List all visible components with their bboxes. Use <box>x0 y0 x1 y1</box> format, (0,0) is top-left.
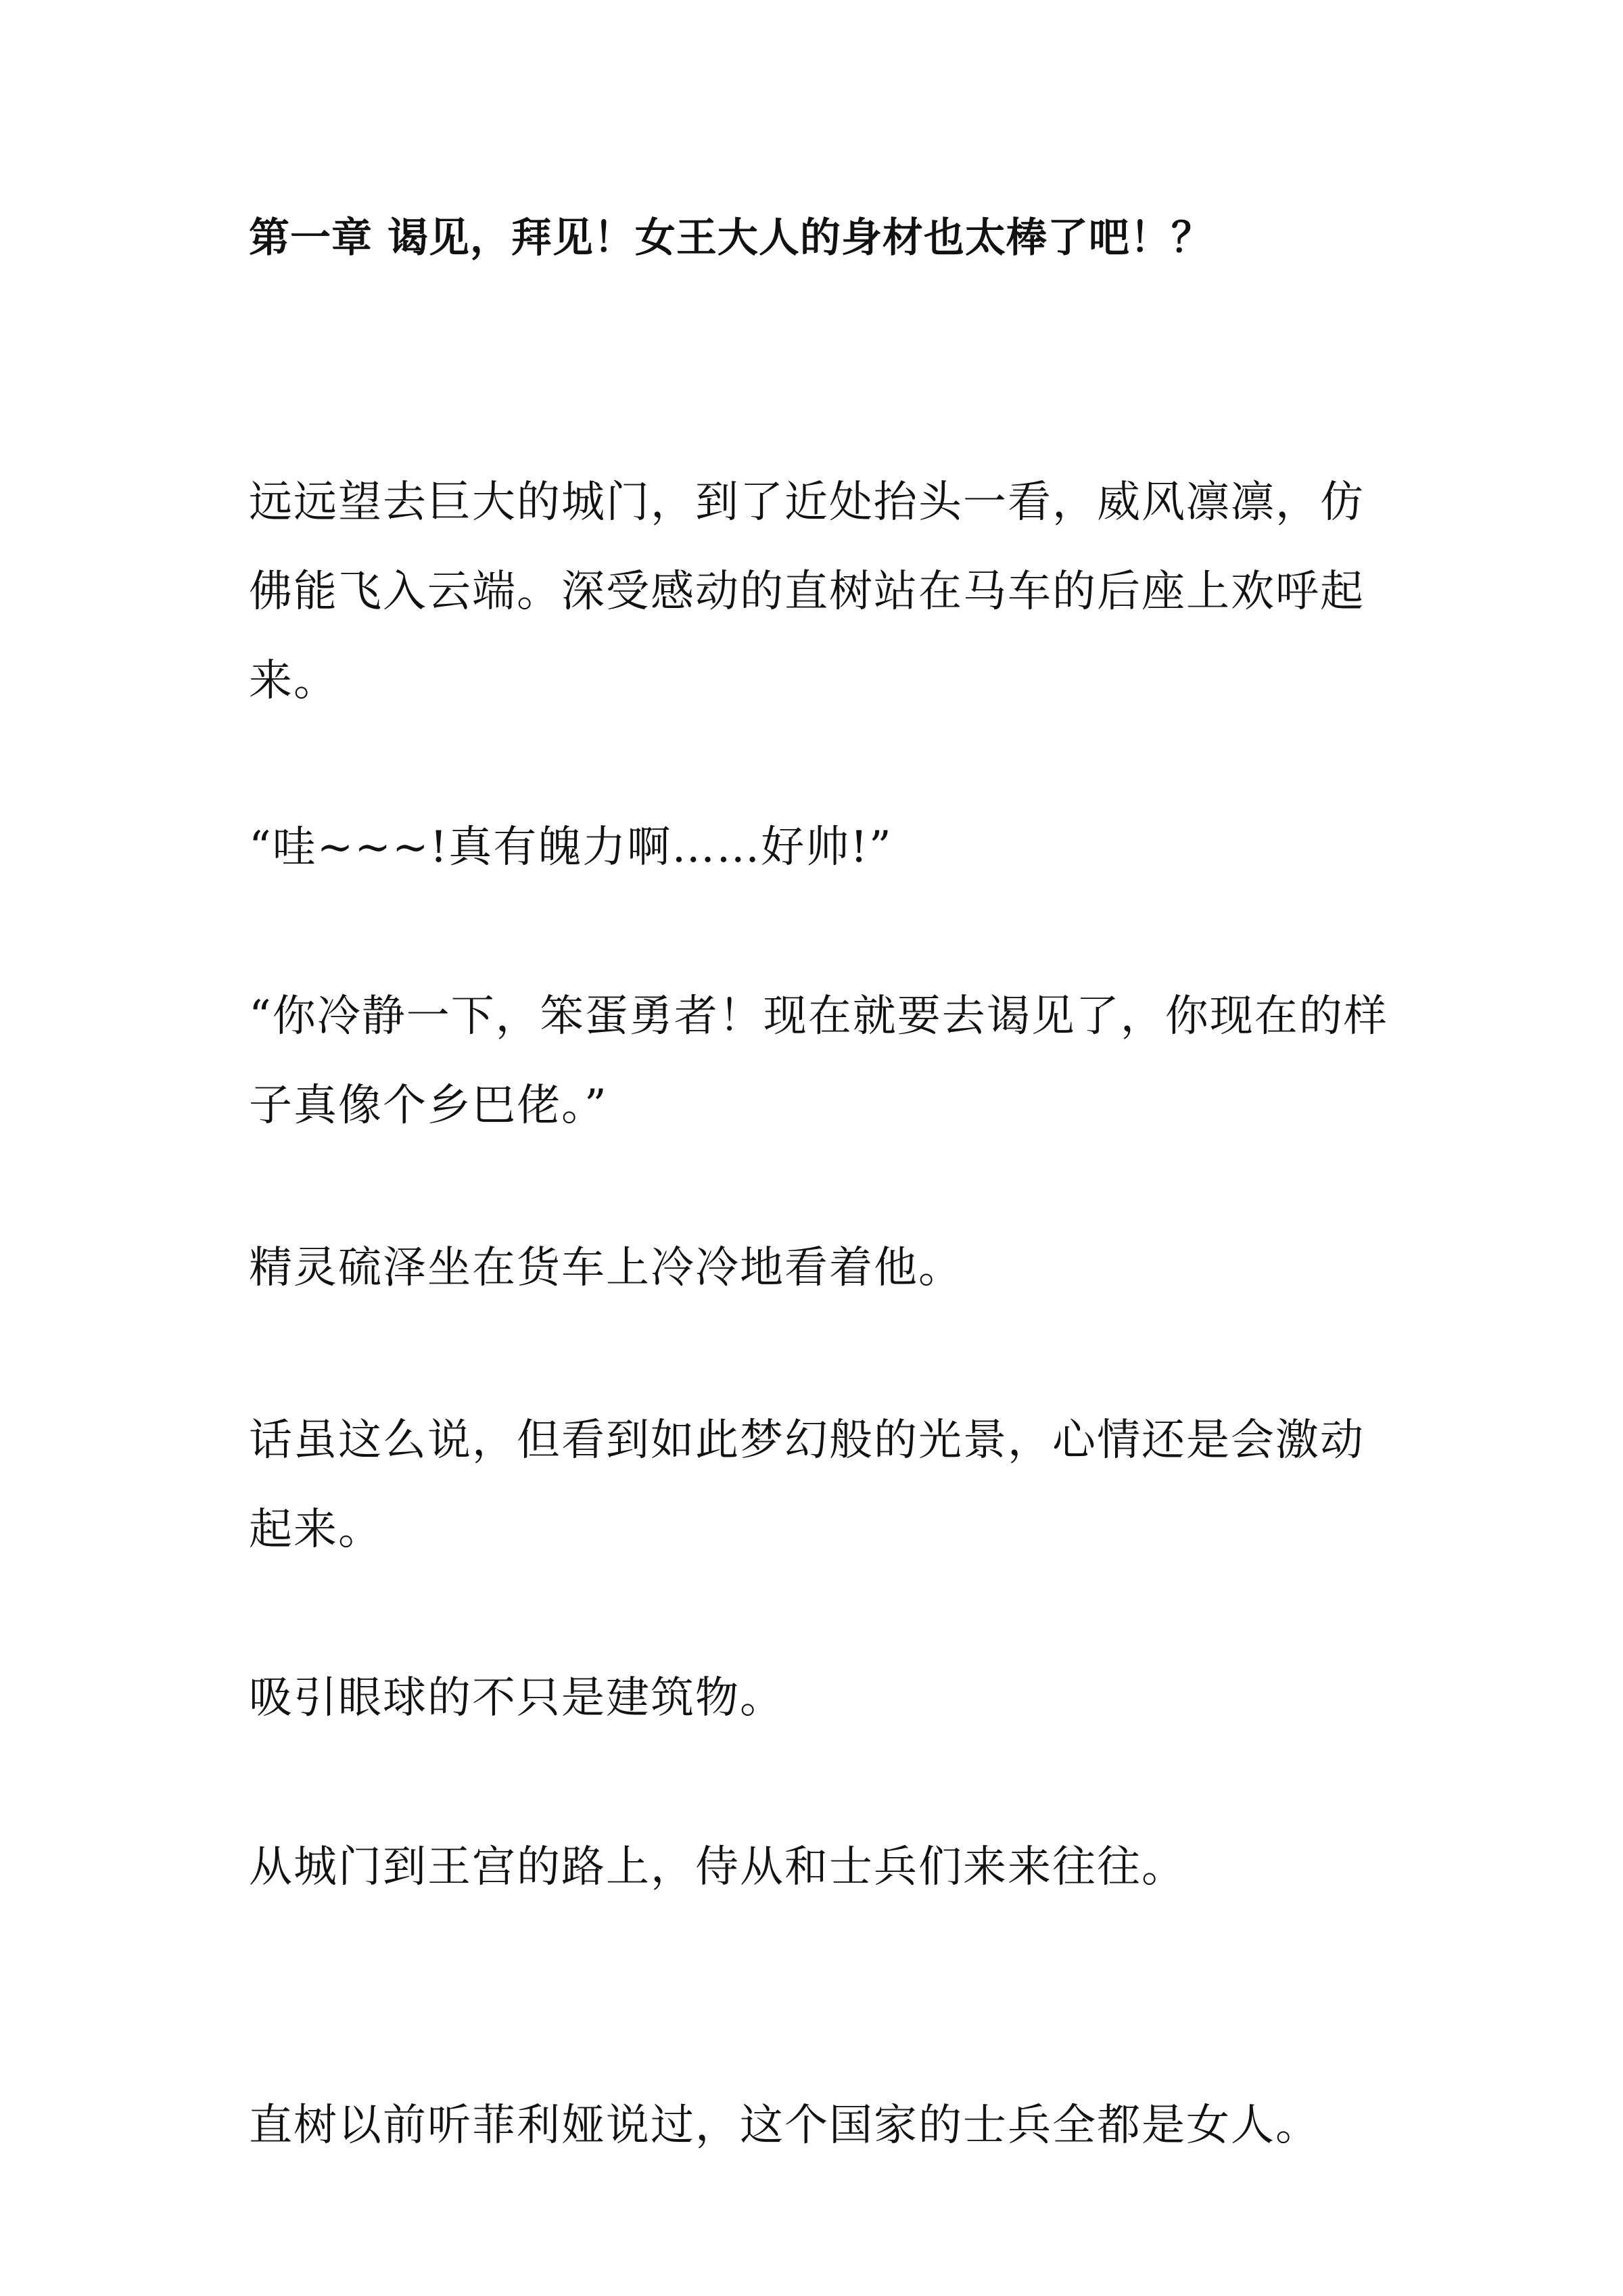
paragraph-7: 从城门到王宫的路上，侍从和士兵们来来往往。 <box>249 1842 1186 1892</box>
paragraph-4: 精灵硫泽坐在货车上冷冷地看着他。 <box>249 1243 963 1293</box>
chapter-title: 第一章 谒见，拜见！女王大人的身材也太棒了吧！？ <box>249 214 1213 262</box>
document-page <box>249 0 1392 2296</box>
paragraph-1: 远远望去巨大的城门，到了近处抬头一看，威风凛凛，仿佛能飞入云端。深受感动的直树站在马车的后座上欢呼起来。 <box>249 477 1365 706</box>
paragraph-3: “你冷静一下，笨蛋勇者！现在就要去谒见了，你现在的样子真像个乡巴佬。” <box>249 991 1388 1131</box>
paragraph-5: 话虽这么说，但看到如此梦幻般的光景，心情还是会激动起来。 <box>249 1415 1365 1555</box>
paragraph-6: 吸引眼球的不只是建筑物。 <box>249 1673 784 1723</box>
paragraph-2: “哇~~~!真有魄力啊……好帅!” <box>249 822 893 872</box>
paragraph-8: 直树以前听菲利娅说过，这个国家的士兵全都是女人。 <box>249 2101 1320 2151</box>
